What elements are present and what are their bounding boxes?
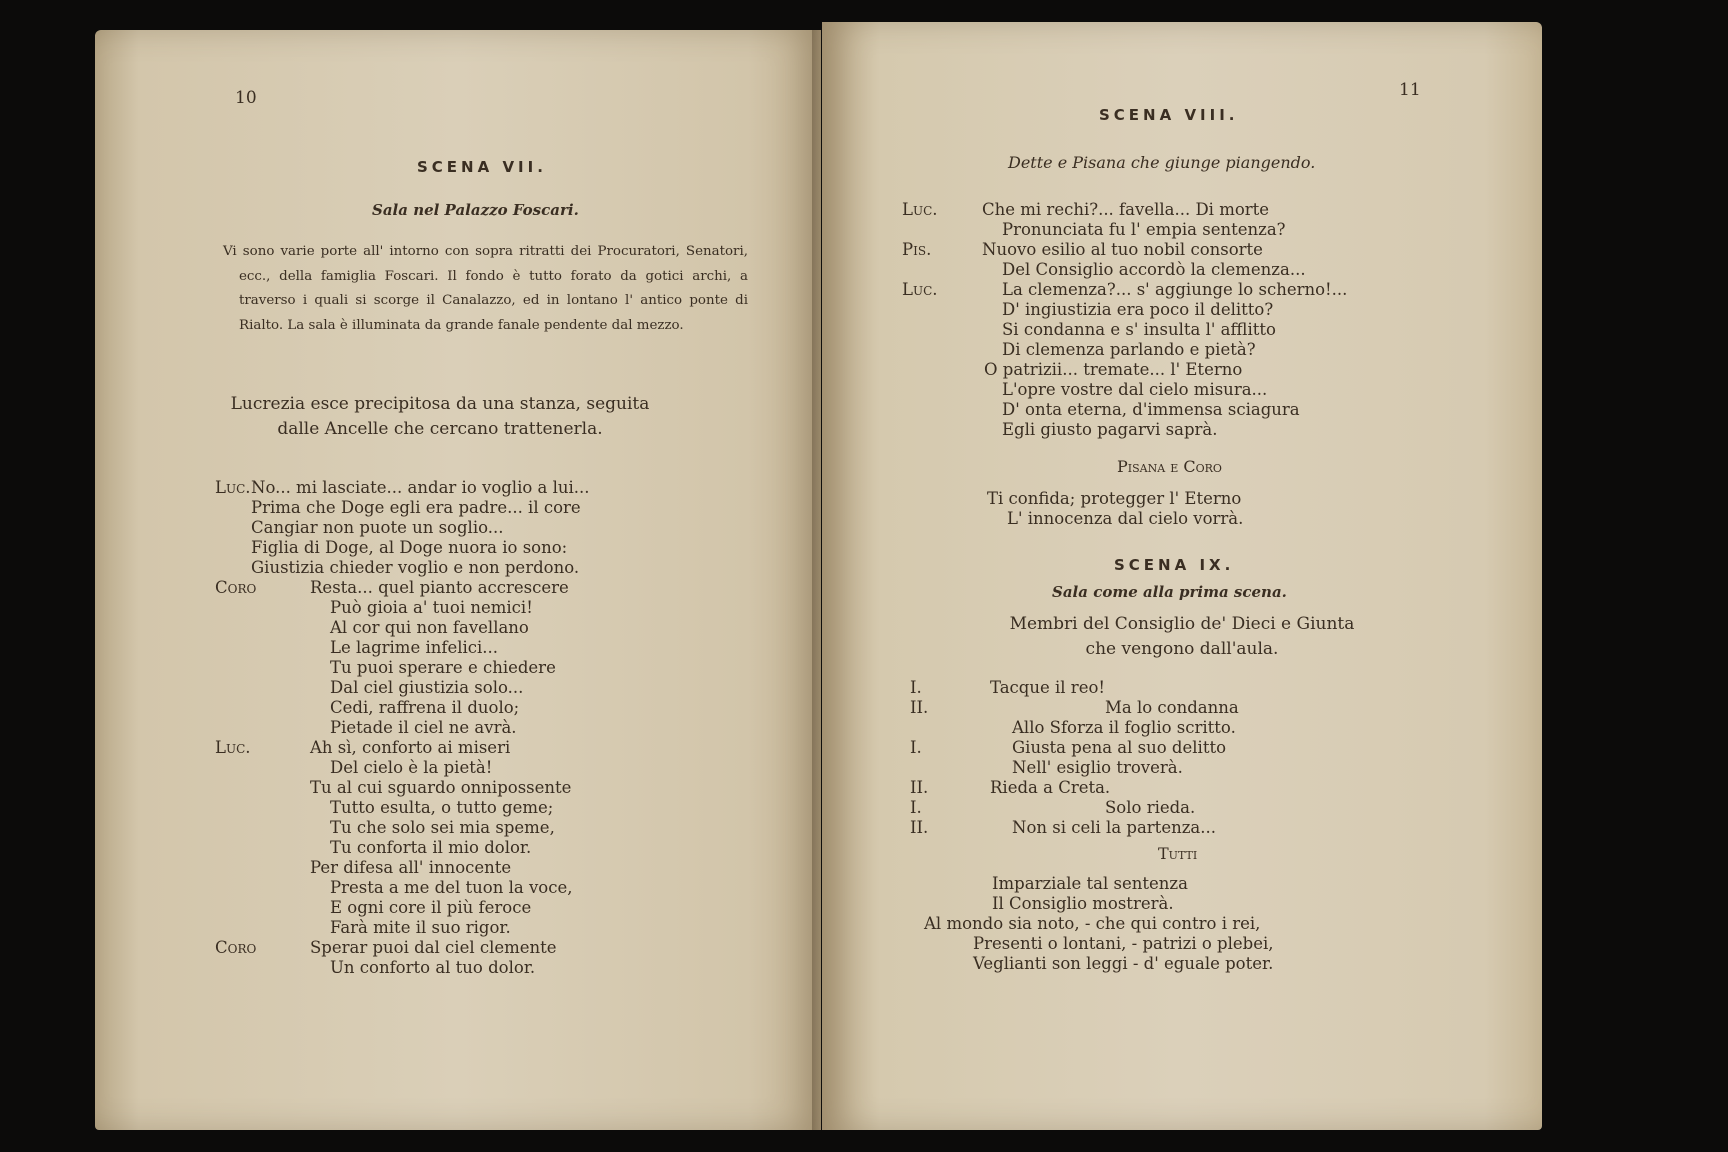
verse-text: D' ingiustizia era poco il delitto?	[1002, 300, 1274, 319]
verse-line	[215, 738, 815, 758]
speaker-label: II.	[910, 818, 929, 837]
verse-line	[902, 280, 1522, 300]
verse-line	[215, 498, 815, 518]
verse-text: Che mi rechi?... favella... Di morte	[982, 200, 1270, 219]
scene-title-ix: SCENA IX.	[1114, 556, 1235, 574]
verse-line	[910, 738, 1510, 758]
verse-text: Le lagrime infelici...	[330, 638, 499, 657]
verse-text: Un conforto al tuo dolor.	[330, 958, 536, 977]
verse-line	[902, 320, 1522, 340]
verse-text: Giusta pena al suo delitto	[1012, 738, 1227, 757]
verse-line	[215, 558, 815, 578]
verse-text: Non si celi la partenza...	[1012, 818, 1216, 837]
verse-line	[910, 678, 1510, 698]
verse-text: Tu che solo sei mia speme,	[330, 818, 555, 837]
verse-text: Ma lo condanna	[1105, 698, 1239, 717]
verse-text: Sperar puoi dal ciel clemente	[310, 938, 557, 957]
speaker-label: I.	[910, 798, 922, 817]
left-page	[95, 30, 821, 1130]
scene-ix-setting: Sala come alla prima scena.	[1052, 583, 1287, 601]
stage-direction-ix	[972, 612, 1392, 662]
verse-text: Tacque il reo!	[990, 678, 1106, 697]
verse-text: Presta a me del tuon la voce,	[330, 878, 573, 897]
verse-text: Giustizia chieder voglio e non perdono.	[251, 558, 580, 577]
verse-text: Egli giusto pagarvi saprà.	[1002, 420, 1218, 439]
verse-text: Ah sì, conforto ai miseri	[310, 738, 511, 757]
speaker-label: Coro	[215, 938, 257, 957]
verse-line	[910, 698, 1510, 718]
verse-text: Ti confida; protegger l' Eterno	[987, 489, 1242, 508]
verse-line	[215, 478, 815, 498]
verse-text: E ogni core il più feroce	[330, 898, 532, 917]
verse-line	[215, 718, 815, 738]
verse-text: Nuovo esilio al tuo nobil consorte	[982, 240, 1263, 259]
verse-text: Al mondo sia noto, - che qui contro i rei,	[924, 914, 1261, 933]
verse-text: Tutto esulta, o tutto geme;	[330, 798, 554, 817]
verse-line	[215, 958, 815, 978]
verse-text: Può gioia a' tuoi nemici!	[330, 598, 533, 617]
verse-line	[215, 698, 815, 718]
scene-description-text: Vi sono varie porte all' intorno con sopra ritratti dei Procuratori, Senatori, ecc., della famiglia Foscari. Il fondo è tutto forato da gotici archi, a traverso i quali si scorge il Canalazzo, ed in lontano l' antico ponte di Rialto. La sala è illuminata da grande fanale pendente dal mezzo.	[223, 244, 748, 333]
stage-direction-left	[230, 392, 650, 442]
verse-block-left	[215, 478, 815, 978]
page-number-left: 10	[235, 88, 257, 108]
page-number-right: 11	[1399, 80, 1421, 100]
verse-line	[215, 638, 815, 658]
verse-text: L'opre vostre dal cielo misura...	[1002, 380, 1268, 399]
verse-text: La clemenza?... s' aggiunge lo scherno!...	[1002, 280, 1348, 299]
verse-line	[215, 758, 815, 778]
stage-direction-ix-line2: che vengono dall'aula.	[1085, 639, 1279, 659]
stage-direction-line2: dalle Ancelle che cercano trattenerla.	[277, 419, 603, 439]
verse-line	[902, 420, 1522, 440]
verse-line	[902, 220, 1522, 240]
verse-line	[910, 818, 1510, 838]
verse-text: Imparziale tal sentenza	[992, 874, 1188, 893]
verse-line	[910, 758, 1510, 778]
verse-text: Resta... quel pianto accrescere	[310, 578, 569, 597]
speaker-label: I.	[910, 738, 922, 757]
chorus-verse	[987, 489, 1487, 529]
verse-text: D' onta eterna, d'immensa sciagura	[1002, 400, 1300, 419]
verse-line	[215, 538, 815, 558]
verse-line	[910, 798, 1510, 818]
speaker-label: Luc.	[902, 280, 938, 299]
tutti-verse	[924, 874, 1532, 974]
speaker-label: II.	[910, 698, 929, 717]
speaker-label: Pis.	[902, 240, 932, 259]
verse-text: L' innocenza dal cielo vorrà.	[1007, 509, 1244, 528]
verse-line	[902, 360, 1522, 380]
verse-text: Del Consiglio accordò la clemenza...	[1002, 260, 1306, 279]
verse-line	[924, 914, 1532, 934]
speaker-label: II.	[910, 778, 929, 797]
verse-line	[972, 874, 1532, 894]
verse-line	[215, 518, 815, 538]
verse-line	[972, 894, 1532, 914]
verse-line	[215, 878, 815, 898]
speaker-label: Coro	[215, 578, 257, 597]
verse-line	[972, 934, 1532, 954]
verse-line	[215, 898, 815, 918]
stage-direction-ix-line1: Membri del Consiglio de' Dieci e Giunta	[1009, 614, 1355, 634]
verse-text: Del cielo è la pietà!	[330, 758, 493, 777]
verse-text: Tu conforta il mio dolor.	[330, 838, 532, 857]
verse-line	[215, 858, 815, 878]
verse-block-right-2	[910, 678, 1510, 838]
verse-line	[972, 954, 1532, 974]
stage-direction-line1: Lucrezia esce precipitosa da una stanza, seguita	[230, 394, 650, 414]
verse-text: Nell' esiglio troverà.	[1012, 758, 1183, 777]
verse-line	[902, 260, 1522, 280]
chorus-heading: Pisana e Coro	[1117, 457, 1222, 476]
speaker-label: Luc.	[215, 478, 251, 497]
speaker-label: I.	[910, 678, 922, 697]
verse-text: Allo Sforza il foglio scritto.	[1012, 718, 1236, 737]
verse-text: Farà mite il suo rigor.	[330, 918, 511, 937]
verse-line	[215, 918, 815, 938]
verse-line	[987, 489, 1487, 509]
stage-direction-viii: Dette e Pisana che giunge piangendo.	[1008, 153, 1316, 172]
verse-block-right-1	[902, 200, 1522, 440]
scene-title-vii: SCENA VII.	[417, 158, 547, 176]
verse-text: Tu puoi sperare e chiedere	[330, 658, 556, 677]
verse-text: Presenti o lontani, - patrizi o plebei,	[973, 934, 1274, 953]
verse-line	[987, 509, 1487, 529]
verse-line	[902, 200, 1522, 220]
verse-text: Pronunciata fu l' empia sentenza?	[1002, 220, 1286, 239]
verse-text: Cangiar non puote un soglio...	[251, 518, 504, 537]
verse-line	[215, 818, 815, 838]
verse-text: Al cor qui non favellano	[330, 618, 529, 637]
verse-text: Rieda a Creta.	[990, 778, 1111, 797]
verse-text: Prima che Doge egli era padre... il core	[251, 498, 581, 517]
verse-text: Veglianti son leggi - d' eguale poter.	[973, 954, 1274, 973]
verse-text: Per difesa all' innocente	[310, 858, 512, 877]
verse-text: Pietade il ciel ne avrà.	[330, 718, 517, 737]
tutti-heading: Tutti	[1158, 844, 1198, 863]
scene-setting: Sala nel Palazzo Foscari.	[372, 201, 579, 219]
verse-line	[215, 658, 815, 678]
verse-line	[910, 778, 1510, 798]
verse-line	[215, 938, 815, 958]
verse-text: Il Consiglio mostrerà.	[992, 894, 1174, 913]
verse-line	[215, 618, 815, 638]
verse-text: Si condanna e s' insulta l' afflitto	[1002, 320, 1276, 339]
verse-line	[215, 598, 815, 618]
verse-line	[215, 798, 815, 818]
verse-line	[902, 400, 1522, 420]
verse-line	[902, 240, 1522, 260]
speaker-label: Luc.	[902, 200, 938, 219]
verse-text: No... mi lasciate... andar io voglio a lui...	[251, 478, 590, 497]
verse-line	[215, 678, 815, 698]
verse-line	[910, 718, 1510, 738]
right-page	[822, 22, 1542, 1130]
scene-title-viii: SCENA VIII.	[1099, 106, 1239, 124]
verse-line	[902, 340, 1522, 360]
verse-text: Cedi, raffrena il duolo;	[330, 698, 520, 717]
verse-text: Dal ciel giustizia solo...	[330, 678, 524, 697]
verse-line	[215, 778, 815, 798]
verse-line	[215, 578, 815, 598]
verse-text: Solo rieda.	[1105, 798, 1196, 817]
speaker-label: Luc.	[215, 738, 251, 757]
verse-line	[902, 300, 1522, 320]
verse-text: Figlia di Doge, al Doge nuora io sono:	[251, 538, 568, 557]
verse-text: Di clemenza parlando e pietà?	[1002, 340, 1256, 359]
scene-description	[223, 240, 748, 338]
verse-text: O patrizii... tremate... l' Eterno	[984, 360, 1243, 379]
verse-text: Tu al cui sguardo onnipossente	[310, 778, 572, 797]
verse-line	[215, 838, 815, 858]
verse-line	[902, 380, 1522, 400]
